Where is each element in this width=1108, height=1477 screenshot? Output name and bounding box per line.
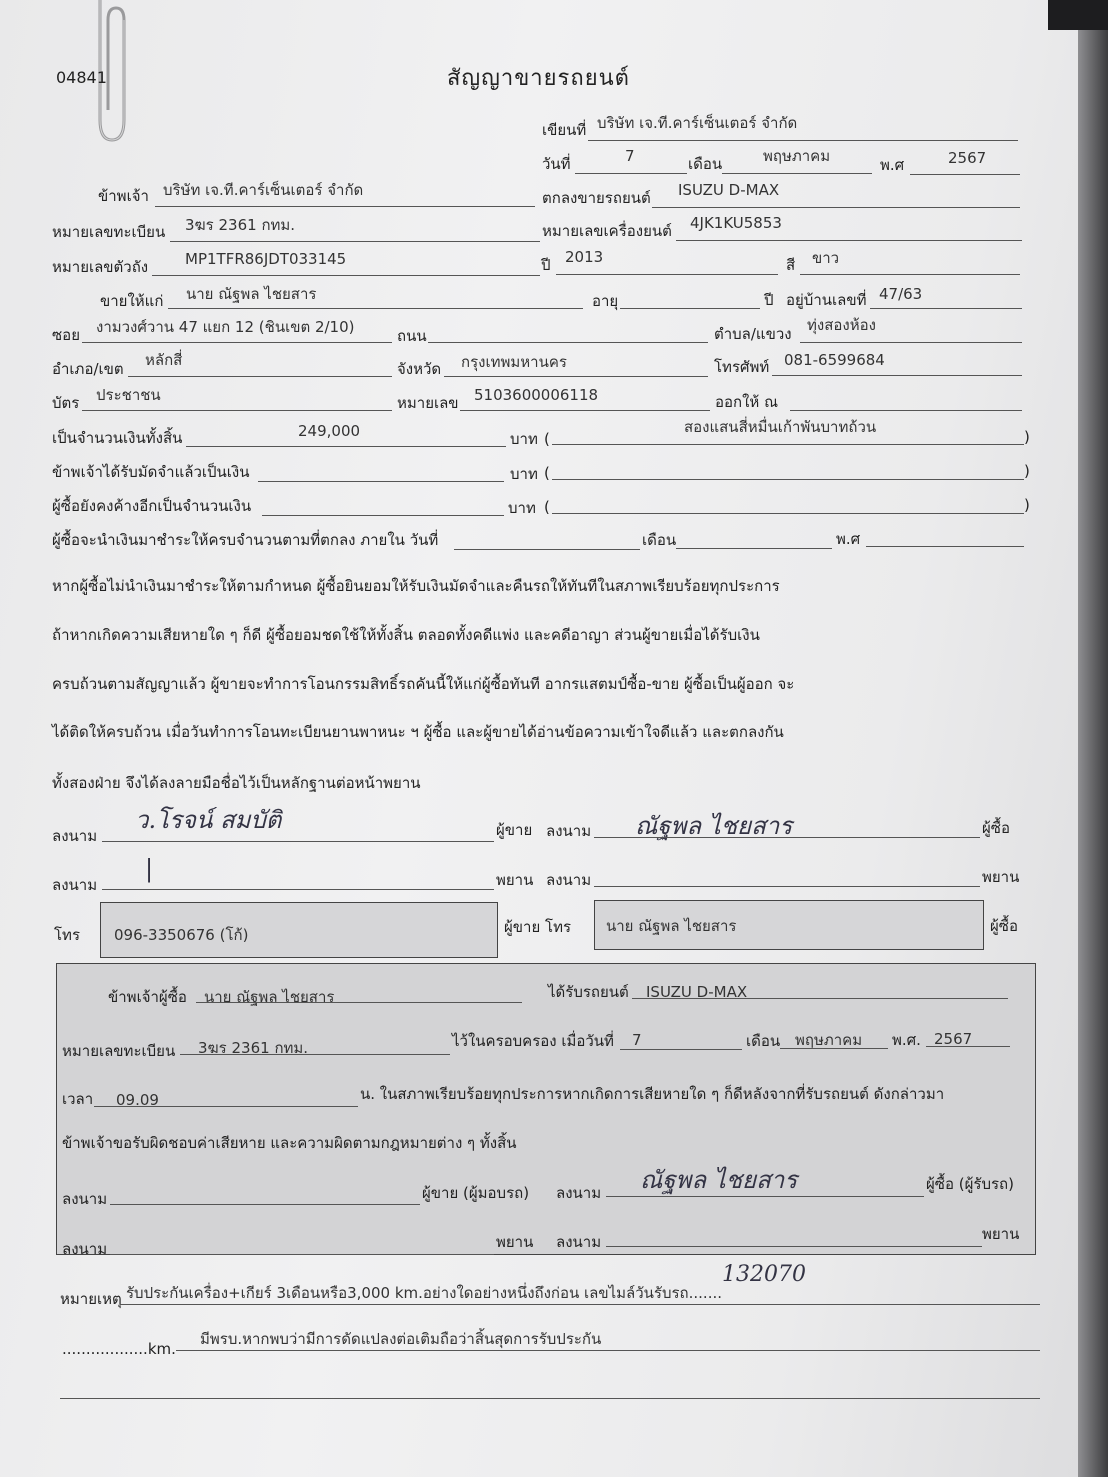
- total-line: [186, 446, 506, 447]
- receipt-buyer-role: ผู้ซื้อ (ผู้รับรถ): [926, 1175, 1014, 1193]
- color-line: [800, 274, 1020, 275]
- subdistrict-value: ทุ่งสองห้อง: [807, 316, 876, 334]
- district-value: หลักสี่: [145, 351, 183, 369]
- due-label: ผู้ซื้อจะนำเงินมาชำระให้ครบจำนวนตามที่ตกลง ภายใน วันที่: [52, 531, 439, 549]
- year-label: พ.ศ: [880, 156, 905, 174]
- card-value: ประชาชน: [96, 386, 161, 404]
- year-value: 2567: [948, 149, 987, 167]
- house-label: อยู่บ้านเลขที่: [786, 291, 867, 309]
- receipt-buyer-name: นาย ณัฐพล ไชยสาร: [204, 988, 335, 1006]
- due-year-line: [866, 546, 1024, 547]
- date-value: 7: [625, 147, 635, 165]
- road-line: [428, 342, 708, 343]
- plate-value: 3ฆร 2361 กทม.: [185, 216, 296, 234]
- total-paren-open: (: [544, 430, 550, 448]
- seller-sign-label: ลงนาม: [52, 827, 98, 845]
- total-label: เป็นจำนวนเงินทั้งสิ้น: [52, 429, 183, 447]
- receipt-witness2-line: [606, 1246, 982, 1247]
- receipt-plate: 3ฆร 2361 กทม.: [198, 1039, 309, 1057]
- receipt-month: พฤษภาคม: [795, 1031, 863, 1049]
- note-label: หมายเหตุ: [60, 1290, 122, 1308]
- province-value: กรุงเทพมหานคร: [461, 353, 567, 371]
- deposit-paren-open: (: [544, 464, 550, 482]
- receipt-seller-role: ผู้ขาย (ผู้มอบรถ): [422, 1184, 530, 1202]
- buyer-box-role: ผู้ซื้อ: [990, 917, 1018, 935]
- note-km-dots: ..................km.: [62, 1340, 176, 1358]
- subdistrict-line: [800, 342, 1022, 343]
- phone-value: 081-6599684: [784, 351, 885, 369]
- engine-value: 4JK1KU5853: [690, 214, 782, 232]
- district-label: อำเภอ/เขต: [52, 360, 124, 378]
- total-words-line: [552, 444, 1024, 445]
- receipt-witness1-role: พยาน: [496, 1233, 534, 1251]
- year-line: [910, 174, 1020, 175]
- date-label: วันที่: [542, 155, 571, 173]
- receipt-witness2-label: ลงนาม: [556, 1233, 602, 1251]
- receipt-buyer-signature: ณัฐพล ไชยสาร: [640, 1166, 798, 1194]
- receipt-buyer-line: [196, 1002, 522, 1003]
- receipt-seller-sign-line: [110, 1204, 420, 1205]
- receipt-seller-sign-label: ลงนาม: [62, 1190, 108, 1208]
- seller-line: [155, 206, 535, 207]
- total-baht-label: บาท: [510, 430, 538, 448]
- receipt-year: 2567: [934, 1030, 973, 1048]
- card-label: บัตร: [52, 394, 80, 412]
- receipt-time-line: [94, 1106, 358, 1107]
- receipt-condition-text: น. ในสภาพเรียบร้อยทุกประการหากเกิดการเสียหายใด ๆ ก็ดีหลังจากที่รับรถยนต์ ดังกล่าวมา: [360, 1085, 945, 1103]
- receipt-date: 7: [632, 1031, 642, 1049]
- subdistrict-label: ตำบล/แขวง: [714, 325, 792, 343]
- receipt-buyer-sign-line: [606, 1196, 924, 1197]
- due-year-label: พ.ศ: [836, 530, 861, 548]
- written-at-value: บริษัท เจ.ที.คาร์เซ็นเตอร์ จำกัด: [597, 114, 798, 132]
- engine-label: หมายเลขเครื่องยนต์: [542, 222, 672, 240]
- witness1-sign-label: ลงนาม: [52, 876, 98, 894]
- due-month-line: [676, 548, 832, 549]
- receipt-year-label: พ.ศ.: [892, 1031, 921, 1049]
- seller-signature: ว.โรจน์ สมบัติ: [135, 806, 282, 834]
- receipt-plate-line: [180, 1054, 450, 1055]
- note-line-2: [176, 1350, 1040, 1351]
- buyer-name-line: [168, 308, 583, 309]
- seller-phone-value: 096-3350676 (โก้): [114, 926, 249, 944]
- terms-line-5: ทั้งสองฝ่าย จึงได้ลงลายมือชื่อไว้เป็นหลักฐานต่อหน้าพยาน: [52, 774, 421, 792]
- province-label: จังหวัด: [397, 360, 442, 378]
- document-title: สัญญาขายรถยนต์: [447, 66, 630, 91]
- terms-line-1: หากผู้ซื้อไม่นำเงินมาชำระให้ตามกำหนด ผู้ซื้อยินยอมให้รับเงินมัดจำและคืนรถให้ทันทีในสภาพเรียบร้อยทุกประการ: [52, 577, 780, 595]
- age-unit: ปี: [764, 291, 774, 309]
- document-number: 04841: [56, 68, 107, 87]
- engine-line: [676, 240, 1022, 241]
- issued-line: [790, 410, 1022, 411]
- written-at-line: [588, 140, 1018, 141]
- note-text-2: มีพรบ.หากพบว่ามีการดัดแปลงต่อเติมถือว่าสิ้นสุดการรับประกัน: [200, 1330, 602, 1348]
- remaining-words-line: [552, 513, 1024, 514]
- witness2-role: พยาน: [982, 868, 1020, 886]
- receipt-plate-label: หมายเลขทะเบียน: [62, 1042, 176, 1060]
- house-value: 47/63: [879, 285, 923, 303]
- witness1-sign-line: [102, 889, 494, 890]
- house-line: [870, 308, 1022, 309]
- road-label: ถนน: [397, 327, 427, 345]
- district-line: [128, 376, 392, 377]
- buyer-role: ผู้ซื้อ: [982, 819, 1010, 837]
- plate-label: หมายเลขทะเบียน: [52, 223, 166, 241]
- total-paren-close: ): [1024, 428, 1030, 446]
- receipt-month-label: เดือน: [746, 1032, 781, 1050]
- date-line: [575, 173, 687, 174]
- buyer-sign-label: ลงนาม: [546, 822, 592, 840]
- buyer-signature: ณัฐพล ไชยสาร: [635, 812, 793, 840]
- witness1-mark: |: [145, 855, 154, 883]
- buyer-name: นาย ณัฐพล ไชยสาร: [186, 285, 317, 303]
- deposit-paren-close: ): [1024, 462, 1030, 480]
- age-label: อายุ: [592, 292, 619, 310]
- total-value: 249,000: [298, 422, 361, 440]
- soi-label: ซอย: [52, 326, 80, 344]
- due-month-label: เดือน: [642, 531, 677, 549]
- seller-label: ข้าพเจ้า: [98, 187, 149, 205]
- seller-sign-line: [102, 841, 494, 842]
- chassis-label: หมายเลขตัวถัง: [52, 258, 149, 276]
- terms-line-3: ครบถ้วนตามสัญญาแล้ว ผู้ขายจะทำการโอนกรรมสิทธิ์รถคันนี้ให้แก่ผู้ซื้อทันที อากรแสตมป์ซื้อ-ขาย ผู้ซื้อเป็นผู้ออก จะ: [52, 675, 795, 693]
- remaining-baht-label: บาท: [508, 499, 536, 517]
- deposit-label: ข้าพเจ้าได้รับมัดจำแล้วเป็นเงิน: [52, 463, 250, 481]
- deposit-line: [258, 481, 504, 482]
- chassis-value: MP1TFR86JDT033145: [185, 250, 347, 268]
- remaining-line: [262, 515, 504, 516]
- receipt-liability-text: ข้าพเจ้าขอรับผิดชอบค่าเสียหาย และความผิดตามกฎหมายต่าง ๆ ทั้งสิ้น: [62, 1134, 517, 1152]
- receipt-witness1-line: [110, 1254, 494, 1255]
- receipt-received-label: ได้รับรถยนต์: [548, 983, 629, 1001]
- id-line: [460, 410, 710, 411]
- receipt-date-line: [620, 1049, 742, 1050]
- written-at-label: เขียนที่: [542, 121, 587, 139]
- note-mileage: 132070: [722, 1262, 806, 1287]
- note-text: รับประกันเครื่อง+เกียร์ 3เดือนหรือ3,000 km.อย่างใดอย่างหนึ่งถึงก่อน เลขไมล์วันรับรถ.......: [126, 1284, 723, 1302]
- id-value: 5103600006118: [474, 386, 599, 404]
- plate-line: [170, 241, 540, 242]
- month-value: พฤษภาคม: [763, 147, 831, 165]
- car-model: ISUZU D-MAX: [678, 181, 780, 199]
- buyer-sign-line: [594, 837, 980, 838]
- receipt-buyer-sign-label: ลงนาม: [556, 1184, 602, 1202]
- car-model-line: [652, 207, 1020, 208]
- remaining-label: ผู้ซื้อยังคงค้างอีกเป็นจำนวนเงิน: [52, 497, 252, 515]
- note-line-3: [60, 1398, 1040, 1399]
- receipt-possession-label: ไว้ในครอบครอง เมื่อวันที่: [452, 1032, 614, 1050]
- soi-line: [82, 342, 392, 343]
- card-line: [82, 410, 392, 411]
- month-label: เดือน: [688, 155, 723, 173]
- remaining-paren-close: ): [1024, 496, 1030, 514]
- receipt-witness2-role: พยาน: [982, 1225, 1020, 1243]
- total-words: สองแสนสี่หมื่นเก้าพันบาทถ้วน: [684, 418, 877, 436]
- receipt-car: ISUZU D-MAX: [646, 983, 748, 1001]
- receipt-month-line: [780, 1048, 888, 1049]
- terms-line-2: ถ้าหากเกิดความเสียหายใด ๆ ก็ดี ผู้ซื้อยอมชดใช้ให้ทั้งสิ้น ตลอดทั้งคดีแพ่ง และคดีอาญา ส่วนผู้ขายเมื่อได้รับเงิน: [52, 626, 760, 644]
- car-year-label: ปี: [541, 256, 551, 274]
- sell-to-label: ขายให้แก่: [100, 292, 164, 310]
- buyer-name-box-value: นาย ณัฐพล ไชยสาร: [606, 917, 737, 935]
- age-line: [620, 308, 760, 309]
- issued-label: ออกให้ ณ: [715, 393, 778, 411]
- seller-phone-role: ผู้ขาย โทร: [504, 918, 572, 936]
- witness1-role: พยาน: [496, 871, 534, 889]
- province-line: [444, 376, 708, 377]
- receipt-time-label: เวลา: [62, 1090, 94, 1108]
- deposit-words-line: [552, 479, 1024, 480]
- month-line: [722, 173, 872, 174]
- due-date-line: [454, 549, 640, 550]
- color-label: สี: [786, 256, 796, 274]
- vehicle-receipt-section: [56, 963, 1036, 1255]
- receipt-time: 09.09: [116, 1091, 159, 1109]
- receipt-year-line: [926, 1046, 1010, 1047]
- color-value: ขาว: [812, 249, 840, 267]
- receipt-witness1-label: ลงนาม: [62, 1240, 108, 1258]
- receipt-car-line: [632, 998, 1008, 999]
- witness2-sign-line: [594, 886, 980, 887]
- witness2-sign-label: ลงนาม: [546, 871, 592, 889]
- seller-role: ผู้ขาย: [496, 821, 533, 839]
- phone-line: [772, 375, 1022, 376]
- receipt-buyer-label: ข้าพเจ้าผู้ซื้อ: [108, 988, 187, 1006]
- remaining-paren-open: (: [544, 498, 550, 516]
- soi-value: งามวงศ์วาน 47 แยก 12 (ชินเขต 2/10): [96, 318, 355, 336]
- seller-name: บริษัท เจ.ที.คาร์เซ็นเตอร์ จำกัด: [163, 181, 364, 199]
- deposit-baht-label: บาท: [510, 465, 538, 483]
- car-year-value: 2013: [565, 248, 604, 266]
- phone-label: โทรศัพท์: [714, 358, 770, 376]
- car-year-line: [556, 274, 778, 275]
- table-background: [1078, 0, 1108, 1477]
- note-line-1: [120, 1304, 1040, 1305]
- terms-line-4: ได้ติดให้ครบถ้วน เมื่อวันทำการโอนทะเบียนยานพาหนะ ฯ ผู้ซื้อ และผู้ขายได้อ่านข้อความเข้าใจดีแล้ว และตกลงกัน: [52, 723, 784, 741]
- agree-sell-label: ตกลงขายรถยนต์: [542, 189, 651, 207]
- chassis-line: [152, 275, 540, 276]
- table-background-corner: [1048, 0, 1108, 30]
- phone-row-label: โทร: [54, 926, 81, 944]
- id-label: หมายเลข: [397, 394, 459, 412]
